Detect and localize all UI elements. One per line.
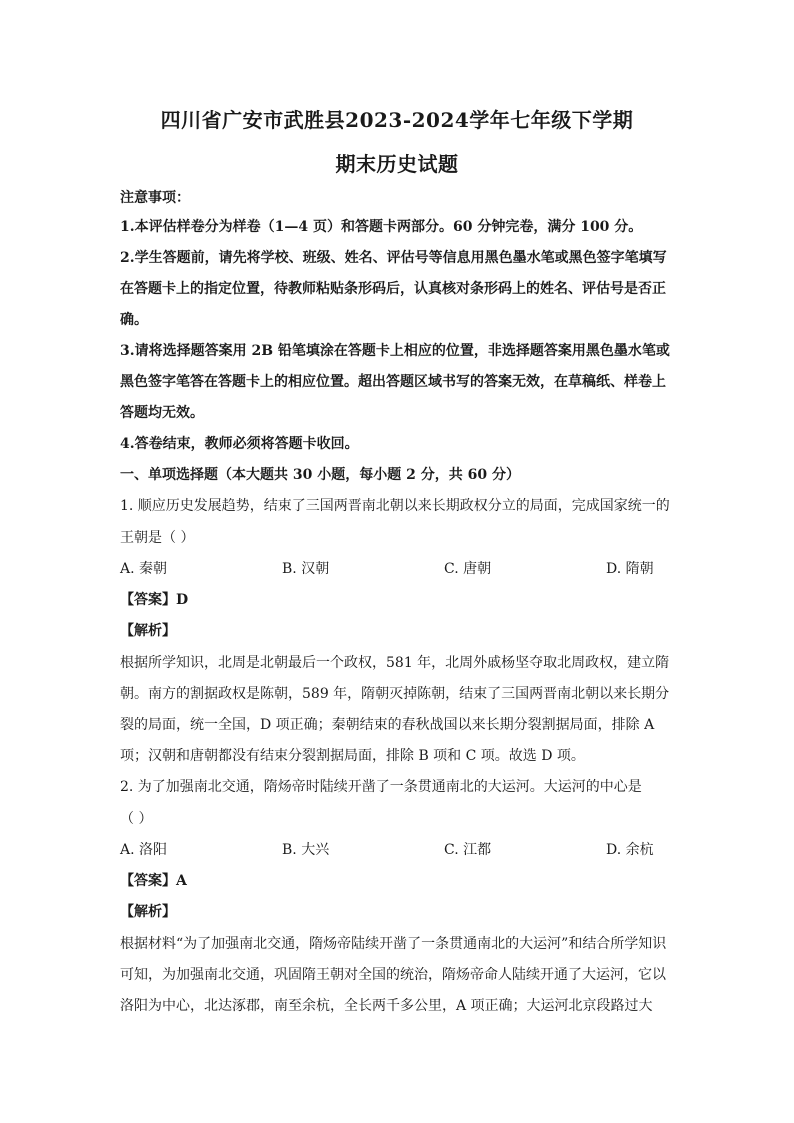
question-1-analysis-line-1: 根据所学知识，北周是北朝最后一个政权，581 年，北周外戚杨坚夺取北周政权，建立隋 [120,655,670,671]
question-1-option-b: B. 汉朝 [282,561,330,577]
note-2-line-2: 在答题卡上的指定位置，待教师粘贴条形码后，认真核对条形码上的姓名、评估号是否正 [120,281,666,297]
question-2-option-b: B. 大兴 [282,842,330,858]
document-title-line-2: 期末历史试题 [335,152,459,176]
question-1-stem-line-1: 1. 顺应历史发展趋势，结束了三国两晋南北朝以来长期政权分立的局面，完成国家统一的 [120,498,670,514]
question-1-analysis-line-2: 朝。南方的割据政权是陈朝，589 年，隋朝灭掉陈朝，结束了三国两晋南北朝以来长期分 [120,686,670,702]
question-2-analysis-label: 【解析】 [120,904,176,920]
note-3-line-3: 答题均无效。 [120,405,204,421]
note-1: 1.本评估样卷分为样卷（1—4 页）和答题卡两部分。60 分钟完卷，满分 100 分。 [120,219,643,235]
note-3-line-2: 黑色签字笔答在答题卡上的相应位置。超出答题区域书写的答案无效，在草稿纸、样卷上 [120,374,666,390]
question-1-analysis-label: 【解析】 [120,623,176,639]
note-2-line-1: 2.学生答题前，请先将学校、班级、姓名、评估号等信息用黑色墨水笔或黑色签字笔填写 [120,250,667,266]
notes-heading: 注意事项： [120,190,190,206]
question-1-analysis-line-3: 裂的局面，统一全国，D 项正确；秦朝结束的春秋战国以来长期分裂割据局面，排除 A [120,717,655,733]
question-2-option-a: A. 洛阳 [120,842,168,858]
question-1-answer: 【答案】D [120,592,189,608]
question-1-stem-line-2: 王朝是（ ） [120,530,195,546]
note-2-line-3: 确。 [120,312,148,328]
question-1-option-a: A. 秦朝 [120,561,168,577]
question-2-analysis-line-2: 可知，为加强南北交通，巩固隋王朝对全国的统治，隋炀帝命人陆续开通了大运河，它以 [120,967,666,983]
question-2-analysis-line-1: 根据材料“为了加强南北交通，隋炀帝陆续开凿了一条贯通南北的大运河”和结合所学知识 [120,936,667,952]
question-1-analysis-line-4: 项；汉朝和唐朝都没有结束分裂割据局面，排除 B 项和 C 项。故选 D 项。 [120,748,585,764]
question-2-option-c: C. 江都 [444,842,492,858]
section-heading: 一、单项选择题（本大题共 30 小题，每小题 2 分，共 60 分） [120,467,520,483]
question-2-answer: 【答案】A [120,873,187,889]
question-2-stem-line-1: 2. 为了加强南北交通，隋炀帝时陆续开凿了一条贯通南北的大运河。大运河的中心是 [120,779,642,795]
document-title-line-1: 四川省广安市武胜县2023-2024学年七年级下学期 [160,108,634,132]
question-2-stem-line-2: （ ） [120,811,153,827]
question-2-option-d: D. 余杭 [606,842,654,858]
question-1-option-d: D. 隋朝 [606,561,654,577]
question-2-analysis-line-3: 洛阳为中心，北达涿郡，南至余杭，全长两千多公里，A 项正确；大运河北京段路过大 [120,998,653,1014]
note-3-line-1: 3.请将选择题答案用 2B 铅笔填涂在答题卡上相应的位置，非选择题答案用黑色墨水笔或 [120,343,670,359]
question-1-option-c: C. 唐朝 [444,561,492,577]
note-4: 4.答卷结束，教师必须将答题卡收回。 [120,436,359,452]
